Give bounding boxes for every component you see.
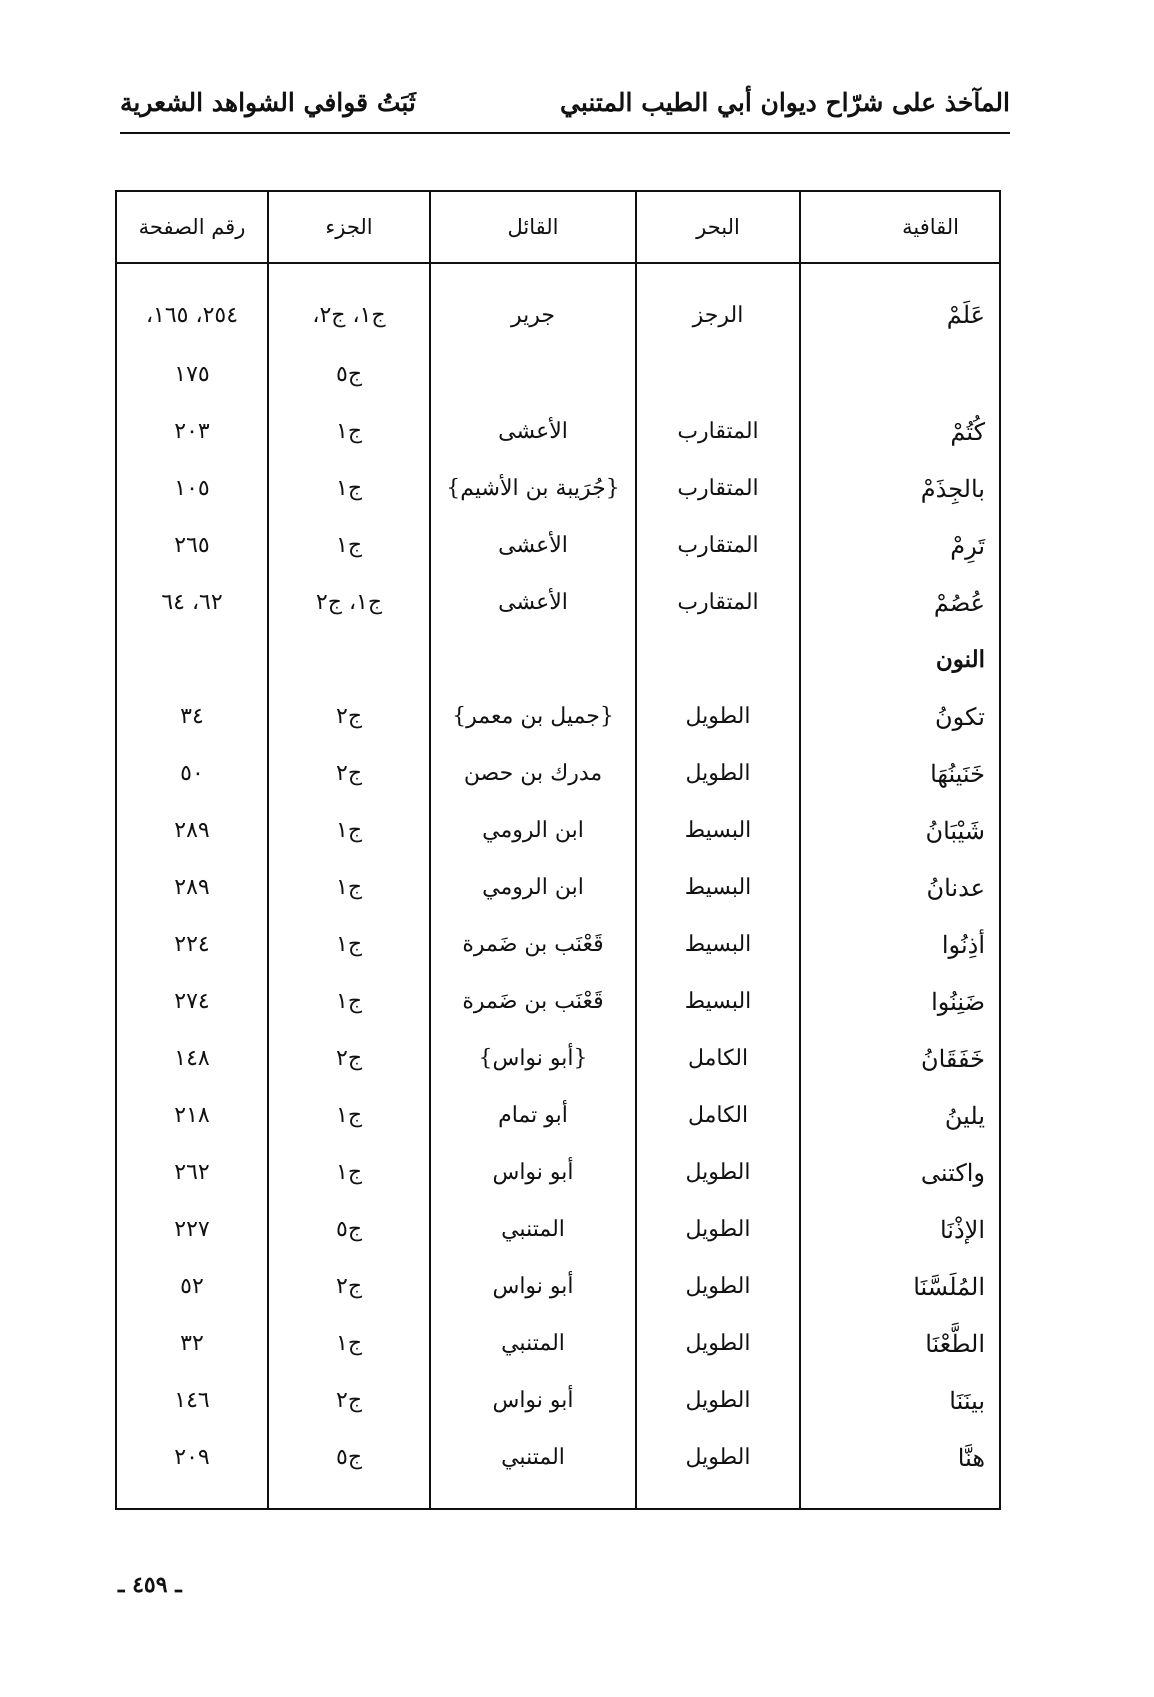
cell-bahr: الطويل: [636, 1372, 800, 1429]
section-row: [116, 631, 1000, 688]
cell-qael: مدرك بن حصن: [430, 745, 636, 802]
page-header: [120, 80, 1010, 134]
table-row: [116, 802, 1000, 859]
cell-qael: [430, 631, 636, 688]
cell-kafia: عدنانُ: [800, 859, 1000, 916]
table-row: [116, 1087, 1000, 1144]
cell-qael: الأعشى: [430, 517, 636, 574]
table-row: [116, 1030, 1000, 1087]
page-number: ـ ٤٥٩ ـ: [118, 1572, 182, 1598]
cell-bahr: المتقارب: [636, 517, 800, 574]
cell-kafia: واكتنى: [800, 1144, 1000, 1201]
cell-bahr: الطويل: [636, 1201, 800, 1258]
cell-bahr: المتقارب: [636, 460, 800, 517]
cell-kafia: أذِنُوا: [800, 916, 1000, 973]
cell-page: ٥٢: [116, 1258, 268, 1315]
cell-qael: المتنبي: [430, 1315, 636, 1372]
cell-juz: ج١: [268, 859, 430, 916]
table-row: [116, 574, 1000, 631]
table-row: [116, 745, 1000, 802]
section-title: ثَبَتُ قوافي الشواهد الشعرية: [120, 88, 416, 117]
cell-juz: ج١: [268, 802, 430, 859]
cell-kafia: خَنَينُهَا: [800, 745, 1000, 802]
cell-juz: ج١: [268, 460, 430, 517]
table-row: [116, 1144, 1000, 1201]
cell-page: ١٤٨: [116, 1030, 268, 1087]
filler-cell: [116, 1486, 268, 1509]
cell-kafia: الطَّعْنَا: [800, 1315, 1000, 1372]
cell-kafia: بينَنَا: [800, 1372, 1000, 1429]
cell-kafia: هنَّا: [800, 1429, 1000, 1486]
cell-juz: ج١، ج٢: [268, 574, 430, 631]
cell-page: ٢١٨: [116, 1087, 268, 1144]
table-row: [116, 460, 1000, 517]
cell-page: ٢٢٤: [116, 916, 268, 973]
cell-kafia: عُصُمْ: [800, 574, 1000, 631]
cell-kafia: خَفَقَانُ: [800, 1030, 1000, 1087]
cell-bahr: [636, 346, 800, 403]
cell-page: ٢٢٧: [116, 1201, 268, 1258]
cell-juz: ج٢: [268, 745, 430, 802]
cell-juz: ج١: [268, 973, 430, 1030]
cell-qael: {أبو نواس}: [430, 1030, 636, 1087]
cell-kafia: النون: [800, 631, 1000, 688]
cell-page: ٢٠٣: [116, 403, 268, 460]
table-row: [116, 916, 1000, 973]
table-row: [116, 1258, 1000, 1315]
cell-qael: قَعْنَب بن ضَمرة: [430, 916, 636, 973]
cell-bahr: المتقارب: [636, 403, 800, 460]
cell-kafia: يلينُ: [800, 1087, 1000, 1144]
cell-page: ١٧٥: [116, 346, 268, 403]
cell-qael: أبو نواس: [430, 1372, 636, 1429]
cell-qael: المتنبي: [430, 1201, 636, 1258]
cell-juz: ج١: [268, 1144, 430, 1201]
filler-cell: [430, 1486, 636, 1509]
table-row: [116, 263, 1000, 346]
header-juz: الجزء: [268, 191, 430, 263]
filler-cell: [636, 1486, 800, 1509]
table-row: [116, 859, 1000, 916]
table-header-row: [116, 191, 1000, 263]
cell-page: [116, 631, 268, 688]
cell-kafia: كُتُمْ: [800, 403, 1000, 460]
cell-page: ٢٥٤، ١٦٥،: [116, 263, 268, 346]
cell-bahr: البسيط: [636, 802, 800, 859]
cell-bahr: الطويل: [636, 688, 800, 745]
cell-juz: ج١: [268, 517, 430, 574]
cell-juz: [268, 631, 430, 688]
cell-bahr: الكامل: [636, 1087, 800, 1144]
cell-page: ٢٦٢: [116, 1144, 268, 1201]
cell-page: ٢٠٩: [116, 1429, 268, 1486]
cell-qael: [430, 346, 636, 403]
cell-page: ٣٢: [116, 1315, 268, 1372]
table-row: [116, 1429, 1000, 1486]
cell-page: ٢٧٤: [116, 973, 268, 1030]
cell-page: ١٤٦: [116, 1372, 268, 1429]
cell-juz: ج٥: [268, 1429, 430, 1486]
cell-bahr: [636, 631, 800, 688]
cell-bahr: الطويل: [636, 1258, 800, 1315]
header-qael: القائل: [430, 191, 636, 263]
cell-kafia: عَلَمْ: [800, 263, 1000, 346]
cell-juz: ج٢: [268, 1372, 430, 1429]
cell-qael: ابن الرومي: [430, 802, 636, 859]
table-row: [116, 346, 1000, 403]
cell-bahr: الطويل: [636, 745, 800, 802]
cell-bahr: الطويل: [636, 1144, 800, 1201]
book-title: المآخذ على شرّاح ديوان أبي الطيب المتنبي: [560, 88, 1010, 117]
cell-qael: {جُرَيبة بن الأشيم}: [430, 460, 636, 517]
cell-page: ٣٤: [116, 688, 268, 745]
cell-qael: الأعشى: [430, 403, 636, 460]
cell-kafia: ضَنِنُوا: [800, 973, 1000, 1030]
cell-juz: ج١: [268, 1315, 430, 1372]
cell-page: ١٠٥: [116, 460, 268, 517]
rhymes-table: [115, 190, 1001, 1510]
cell-qael: جرير: [430, 263, 636, 346]
header-kafia: القافية: [800, 191, 1000, 263]
cell-juz: ج٢: [268, 1258, 430, 1315]
cell-page: ٢٦٥: [116, 517, 268, 574]
cell-bahr: البسيط: [636, 859, 800, 916]
cell-page: ٦٢، ٦٤: [116, 574, 268, 631]
cell-kafia: شَيْبَانُ: [800, 802, 1000, 859]
cell-qael: {جميل بن معمر}: [430, 688, 636, 745]
cell-juz: ج١، ج٢،: [268, 263, 430, 346]
filler-cell: [800, 1486, 1000, 1509]
cell-juz: ج٢: [268, 1030, 430, 1087]
cell-juz: ج٥: [268, 346, 430, 403]
table-row: [116, 688, 1000, 745]
filler-row: [116, 1486, 1000, 1509]
cell-page: ٥٠: [116, 745, 268, 802]
table-row: [116, 403, 1000, 460]
cell-bahr: الرجز: [636, 263, 800, 346]
cell-kafia: الإذْنَا: [800, 1201, 1000, 1258]
cell-kafia: المُلَسَّنَا: [800, 1258, 1000, 1315]
cell-page: ٢٨٩: [116, 802, 268, 859]
cell-juz: ج١: [268, 916, 430, 973]
cell-kafia: [800, 346, 1000, 403]
cell-bahr: البسيط: [636, 916, 800, 973]
cell-bahr: المتقارب: [636, 574, 800, 631]
table-row: [116, 1201, 1000, 1258]
cell-juz: ج٥: [268, 1201, 430, 1258]
cell-bahr: الطويل: [636, 1315, 800, 1372]
table-row: [116, 517, 1000, 574]
cell-qael: أبو نواس: [430, 1258, 636, 1315]
table-row: [116, 1315, 1000, 1372]
cell-qael: الأعشى: [430, 574, 636, 631]
cell-juz: ج١: [268, 403, 430, 460]
filler-cell: [268, 1486, 430, 1509]
cell-qael: قَعْنَب بن ضَمرة: [430, 973, 636, 1030]
cell-qael: ابن الرومي: [430, 859, 636, 916]
header-page: رقم الصفحة: [116, 191, 268, 263]
cell-kafia: تَرِمْ: [800, 517, 1000, 574]
table-row: [116, 973, 1000, 1030]
header-bahr: البحر: [636, 191, 800, 263]
cell-juz: ج١: [268, 1087, 430, 1144]
cell-bahr: الطويل: [636, 1429, 800, 1486]
cell-qael: أبو تمام: [430, 1087, 636, 1144]
cell-juz: ج٢: [268, 688, 430, 745]
table-row: [116, 1372, 1000, 1429]
cell-bahr: البسيط: [636, 973, 800, 1030]
cell-qael: المتنبي: [430, 1429, 636, 1486]
cell-kafia: تكونُ: [800, 688, 1000, 745]
cell-bahr: الكامل: [636, 1030, 800, 1087]
cell-page: ٢٨٩: [116, 859, 268, 916]
cell-qael: أبو نواس: [430, 1144, 636, 1201]
cell-kafia: بالجِذَمْ: [800, 460, 1000, 517]
